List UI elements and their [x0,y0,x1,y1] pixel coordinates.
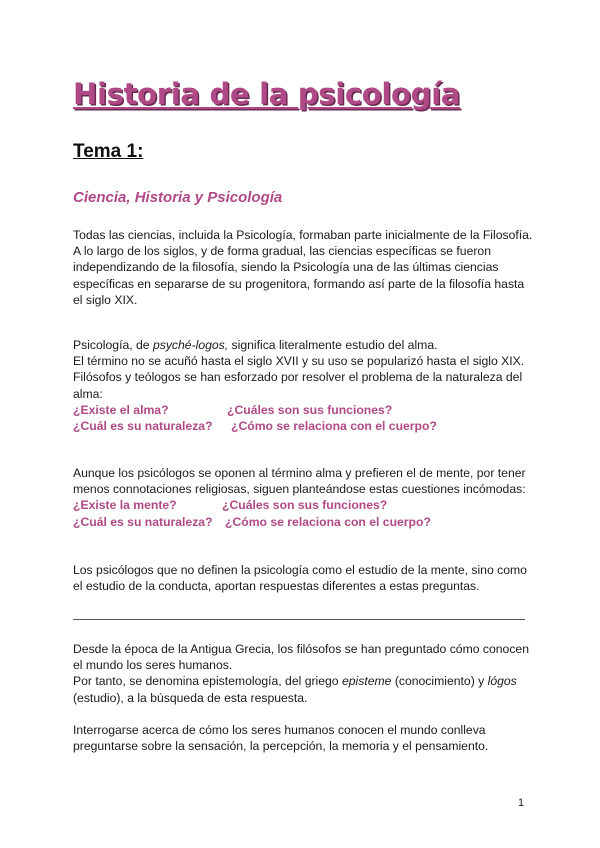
alma-paragraph-1 [73,337,535,353]
alma-paragraph-2: El término no se acuñó hasta el siglo XVII y su uso se popularizó hasta el siglo XIX. [73,354,525,369]
alma-p1-italic: psyché-logos, [152,338,229,352]
question-funciones-mente: ¿Cuáles son sus funciones? [222,498,388,513]
tema-heading: Tema 1: [73,141,144,162]
intro-paragraph-1: Todas las ciencias, incluida la Psicología, formaban parte inicialmente de la Filosofía. [73,228,533,242]
question-naturaleza-alma: ¿Cuál es su naturaleza? [73,419,213,434]
conducta-block [73,562,535,594]
section-subtitle: Ciencia, Historia y Psicología [73,189,283,206]
question-existe-mente: ¿Existe la mente? [73,498,177,513]
grecia-p2-b: (conocimiento) y [391,674,488,689]
conocer-block [73,722,535,754]
section-divider [73,619,525,620]
term-episteme: episteme [341,674,392,689]
question-relacion-alma: ¿Cómo se relaciona con el cuerpo? [231,419,437,434]
grecia-p2-c: (estudio), a la búsqueda de esta respuesta. [73,690,308,705]
alma-questions-row-1 [73,402,535,418]
conducta-paragraph: Los psicólogos que no definen la psicología como el estudio de la mente, sino como el estudio de la conducta, aportan respuestas diferentes a estas preguntas. [73,563,527,594]
page-number: 1 [518,797,525,809]
alma-p1-before: Psicología, de [73,338,153,352]
grecia-p2-a: Por tanto, se denomina epistemología, del griego [73,674,342,689]
alma-paragraph-3: Filósofos y teólogos se han esforzado por resolver el problema de la naturaleza del alma: [73,370,523,401]
alma-block [73,337,535,434]
conocer-paragraph: Interrogarse acerca de cómo los seres humanos conocen el mundo conlleva preguntarse sobre la sensación, la percepción, la memoria y el pensamiento. [73,723,489,754]
term-logos: lógos [487,674,517,689]
intro-block [73,227,535,308]
document-title: Historia de la psicología [73,77,461,111]
mente-questions-row-2 [73,514,535,530]
question-existe-alma: ¿Existe el alma? [73,402,169,417]
question-relacion-mente: ¿Cómo se relaciona con el cuerpo? [225,514,431,529]
mente-paragraph-1: Aunque los psicólogos se oponen al término alma y prefieren el de mente, por tener menos connotaciones religiosas, siguen planteándose estas cuestiones incómodas: [73,466,526,497]
intro-paragraph-2: A lo largo de los siglos, y de forma gradual, las ciencias específicas se fueron independizando de la filosofía, siendo la Psicología una de las últimas ciencias específicas en separarse de su progenitora, formando así parte de la filosofía hasta el siglo XIX. [73,244,525,307]
question-naturaleza-mente: ¿Cuál es su naturaleza? [73,514,213,529]
question-funciones-alma: ¿Cuáles son sus funciones? [227,402,393,417]
alma-questions-row-2 [73,418,535,434]
grecia-block [73,641,535,706]
grecia-paragraph-1: Desde la época de la Antigua Grecia, los filósofos se han preguntado cómo conocen el mundo los seres humanos. [73,642,529,673]
alma-p1-after: significa literalmente estudio del alma. [228,338,438,352]
mente-block [73,465,535,530]
grecia-paragraph-2 [73,673,535,705]
mente-questions-row-1 [73,497,535,513]
